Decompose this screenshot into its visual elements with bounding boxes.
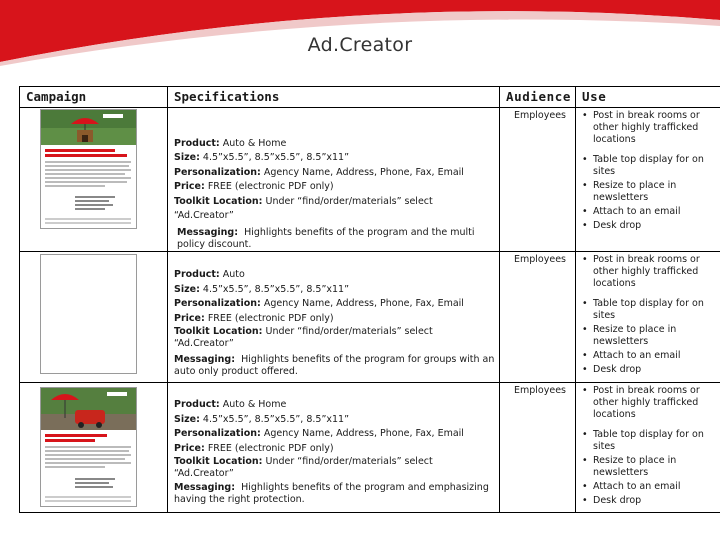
messaging-label: Messaging:: [174, 354, 236, 366]
page-title: Ad.Creator: [307, 34, 413, 56]
toolkit-value: Under “find/order/materials” select “Ad.Creator”: [174, 326, 433, 350]
list-item: • Resize to place in newsletters: [580, 324, 718, 348]
list-item: • Desk drop: [580, 364, 718, 376]
size-value: 4.5”x5.5”, 8.5”x5.5”, 8.5”x11”: [202, 413, 350, 425]
table-header-row: [20, 87, 720, 108]
list-item: • Resize to place in newsletters: [580, 180, 718, 204]
campaign-cell: [20, 252, 168, 383]
toolkit-label: Toolkit Location:: [174, 195, 263, 207]
price-value: FREE (electronic PDF only): [207, 442, 334, 454]
product-value: Auto & Home: [222, 138, 287, 149]
personalization-value: Agency Name, Address, Phone, Fax, Email: [263, 166, 464, 178]
personalization-label: Personalization:: [174, 428, 261, 440]
audience-cell: Employees: [500, 108, 576, 252]
audience-cell: Employees: [500, 383, 576, 513]
product-label: Product:: [174, 138, 220, 149]
list-item: • Attach to an email: [580, 481, 718, 493]
table-row: [20, 108, 720, 252]
use-list: [580, 110, 718, 232]
list-item: • Desk drop: [580, 495, 718, 507]
price-value: FREE (electronic PDF only): [207, 312, 334, 324]
product-label: Product:: [174, 399, 220, 411]
list-item: • Post in break rooms or other highly trafficked locations: [580, 110, 718, 146]
campaign-thumbnail[interactable]: [40, 109, 137, 229]
messaging-value: Highlights benefits of the program for groups with an auto only product offered.: [174, 354, 495, 378]
campaign-cell: [20, 108, 168, 252]
list-item: • Post in break rooms or other highly trafficked locations: [580, 385, 718, 421]
messaging-label: Messaging:: [177, 227, 239, 239]
campaign-header: Campaign: [20, 87, 168, 108]
audience-cell: Employees: [500, 252, 576, 383]
product-value: Auto & Home: [222, 399, 287, 411]
use-cell: [576, 252, 720, 383]
product-label: Product:: [174, 269, 220, 281]
messaging-label: Messaging:: [174, 482, 236, 494]
size-label: Size:: [174, 152, 200, 164]
size-value: 4.5”x5.5”, 8.5”x5.5”, 8.5”x11”: [202, 152, 350, 164]
list-item: • Post in break rooms or other highly trafficked locations: [580, 254, 718, 290]
messaging-value: Highlights benefits of the program and the multi policy discount.: [177, 227, 475, 251]
use-cell: [576, 383, 720, 513]
price-value: FREE (electronic PDF only): [207, 181, 334, 193]
campaign-thumbnail[interactable]: [40, 254, 137, 374]
use-cell: [576, 108, 720, 252]
materials-table: [19, 86, 720, 513]
size-label: Size:: [174, 413, 200, 425]
toolkit-value: Under “find/order/materials” select “Ad.Creator”: [174, 195, 433, 222]
list-item: • Attach to an email: [580, 350, 718, 362]
list-item: • Desk drop: [580, 220, 718, 232]
table-row: [20, 252, 720, 383]
toolkit-label: Toolkit Location:: [174, 326, 263, 338]
personalization-label: Personalization:: [174, 166, 261, 178]
size-label: Size:: [174, 283, 200, 295]
audience-header: Audience: [500, 87, 576, 108]
campaign-thumbnail[interactable]: [40, 387, 137, 507]
list-item: • Table top display for on sites: [580, 429, 718, 453]
price-label: Price:: [174, 312, 205, 324]
personalization-value: Agency Name, Address, Phone, Fax, Email: [263, 428, 464, 440]
toolkit-label: Toolkit Location:: [174, 456, 263, 468]
product-value: Auto: [222, 269, 245, 281]
list-item: • Table top display for on sites: [580, 154, 718, 178]
messaging-value: Highlights benefits of the program and emphasizing having the right protection.: [174, 482, 489, 506]
size-value: 4.5”x5.5”, 8.5”x5.5”, 8.5”x11”: [202, 283, 350, 295]
specifications-cell: [168, 383, 500, 513]
price-label: Price:: [174, 442, 205, 454]
specifications-cell: [168, 108, 500, 252]
specifications-cell: [168, 252, 500, 383]
list-item: • Table top display for on sites: [580, 298, 718, 322]
price-label: Price:: [174, 181, 205, 193]
table-row: [20, 383, 720, 513]
campaign-cell: [20, 383, 168, 513]
use-header: Use: [576, 87, 720, 108]
personalization-label: Personalization:: [174, 298, 261, 310]
toolkit-value: Under “find/order/materials” select “Ad.Creator”: [174, 456, 433, 480]
list-item: • Resize to place in newsletters: [580, 455, 718, 479]
specifications-header: Specifications: [168, 87, 500, 108]
personalization-value: Agency Name, Address, Phone, Fax, Email: [263, 298, 464, 310]
use-list: [580, 385, 718, 507]
use-list: [580, 254, 718, 376]
list-item: • Attach to an email: [580, 206, 718, 218]
